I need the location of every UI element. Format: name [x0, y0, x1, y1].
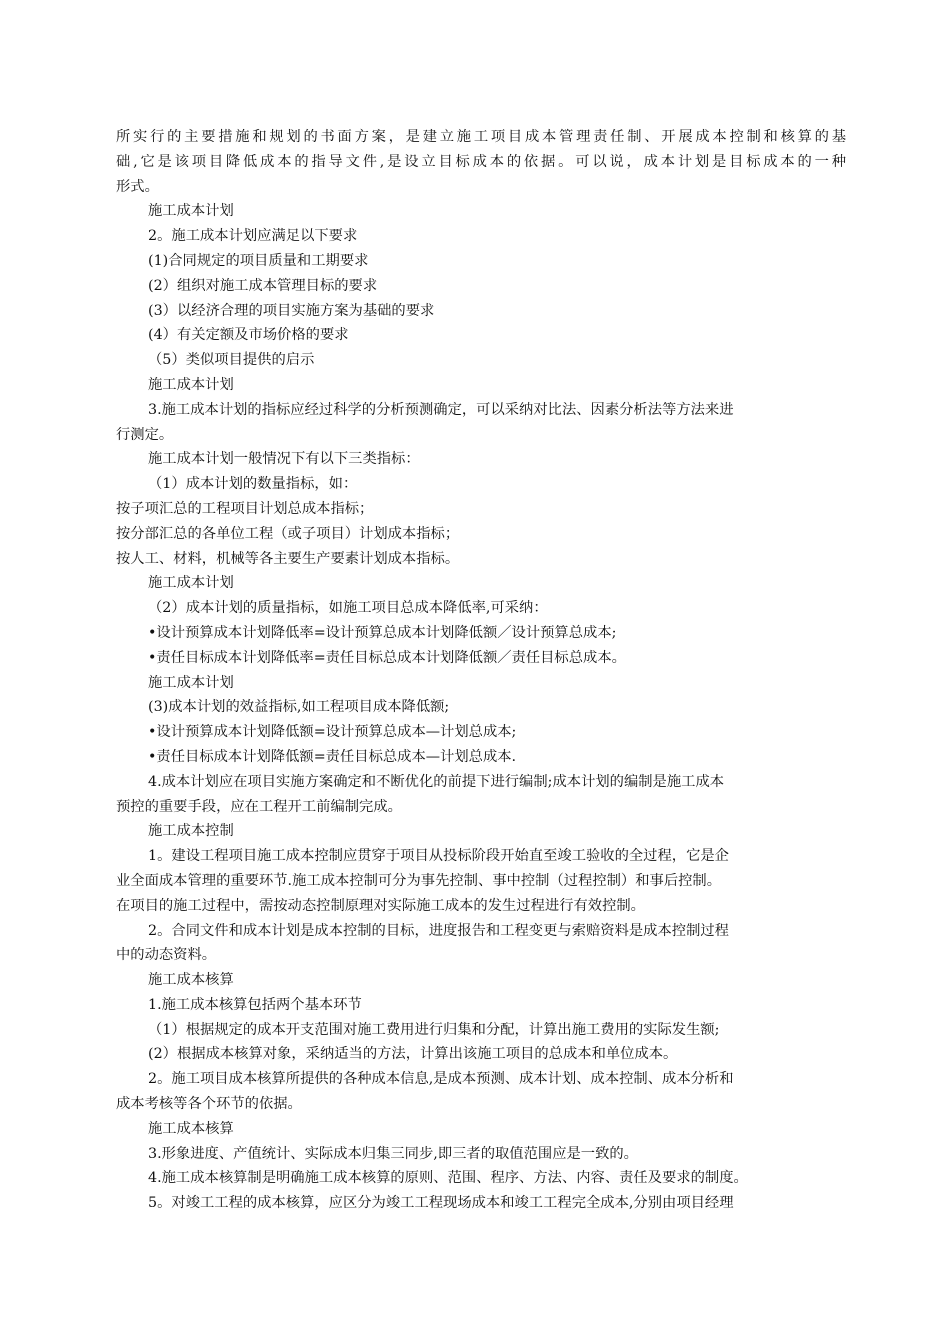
- section-heading: 施工成本计划: [148, 376, 234, 393]
- list-item: （2）成本计划的质量指标，如施工项目总成本降低率,可采纳：: [148, 600, 548, 617]
- list-item: (4）有关定额及市场价格的要求: [148, 327, 349, 344]
- paragraph-line: 2。施工项目成本核算所提供的各种成本信息,是成本预测、成本计划、成本控制、成本分析和: [148, 1071, 734, 1088]
- paragraph-line: 行测定。: [116, 426, 174, 443]
- list-item: (3)成本计划的效益指标,如工程项目成本降低额;: [148, 699, 450, 716]
- paragraph-line: 所实行的主要措施和规划的书面方案，是建立施工项目成本管理责任制、开展成本控制和核算的基: [116, 129, 846, 145]
- paragraph-line: 2。合同文件和成本计划是成本控制的目标，进度报告和工程变更与索赔资料是成本控制过程: [148, 922, 729, 939]
- paragraph-line: 按子项汇总的工程项目计划总成本指标；: [116, 500, 374, 517]
- bullet-item: •设计预算成本计划降低率=设计预算总成本计划降低额／设计预算总成本;: [148, 624, 617, 641]
- paragraph-line: 按人工、材料，机械等各主要生产要素计划成本指标。: [116, 550, 460, 567]
- section-heading: 施工成本控制: [148, 823, 234, 840]
- list-item: (2）组织对施工成本管理目标的要求: [148, 277, 378, 294]
- paragraph-line: 在项目的施工过程中，需按动态控制原理对实际施工成本的发生过程进行有效控制。: [116, 897, 645, 914]
- body-text: [116, 125, 846, 1216]
- section-heading: 施工成本核算: [148, 972, 234, 989]
- paragraph-line: 预控的重要手段，应在工程开工前编制完成。: [116, 798, 402, 815]
- paragraph-line: 3.施工成本计划的指标应经过科学的分析预测确定，可以采纳对比法、因素分析法等方法来进: [148, 401, 734, 418]
- section-heading: 施工成本计划: [148, 203, 234, 220]
- paragraph-line: 3.形象进度、产值统计、实际成本归集三同步,即三者的取值范围应是一致的。: [148, 1145, 638, 1162]
- bullet-item: •责任目标成本计划降低率=责任目标总成本计划降低额／责任目标总成本。: [148, 649, 626, 666]
- paragraph-line: 施工成本计划一般情况下有以下三类指标：: [148, 451, 420, 468]
- paragraph-line: 形式。: [116, 178, 159, 195]
- section-heading: 施工成本核算: [148, 1120, 234, 1137]
- list-item: (2）根据成本核算对象，采纳适当的方法，计算出该施工项目的总成本和单位成本。: [148, 1046, 678, 1063]
- paragraph-line: 础,它是该项目降低成本的指导文件,是设立目标成本的依据。可以说，成本计划是目标成本的一种: [116, 153, 846, 170]
- paragraph-line: 业全面成本管理的重要环节.施工成本控制可分为事先控制、事中控制（过程控制）和事后控制。: [116, 872, 722, 889]
- paragraph-line: 2。施工成本计划应满足以下要求: [148, 228, 358, 245]
- list-item: (3）以经济合理的项目实施方案为基础的要求: [148, 302, 435, 319]
- paragraph-line: 5。对竣工工程的成本核算，应区分为竣工工程现场成本和竣工工程完全成本,分别由项目经理: [148, 1195, 734, 1212]
- list-item: （5）类似项目提供的启示: [148, 352, 315, 369]
- paragraph-line: 4.施工成本核算制是明确施工成本核算的原则、范围、程序、方法、内容、责任及要求的制度。: [148, 1170, 748, 1187]
- bullet-item: •责任目标成本计划降低额=责任目标总成本—计划总成本.: [148, 748, 517, 765]
- paragraph-line: 4.成本计划应在项目实施方案确定和不断优化的前提下进行编制;成本计划的编制是施工成本: [148, 773, 725, 790]
- list-item: (1)合同规定的项目质量和工期要求: [148, 252, 369, 269]
- section-heading: 施工成本计划: [148, 674, 234, 691]
- paragraph-line: 1。建设工程项目施工成本控制应贯穿于项目从投标阶段开始直至竣工验收的全过程，它是企: [148, 848, 729, 865]
- paragraph-line: 中的动态资料。: [116, 947, 217, 964]
- list-item: （1）根据规定的成本开支范围对施工费用进行归集和分配，计算出施工费用的实际发生额;: [148, 1021, 720, 1038]
- list-item: （1）成本计划的数量指标，如：: [148, 476, 358, 493]
- section-heading: 施工成本计划: [148, 575, 234, 592]
- paragraph-line: 按分部汇总的各单位工程（或子项目）计划成本指标；: [116, 525, 460, 542]
- paragraph-line: 成本考核等各个环节的依据。: [116, 1096, 302, 1113]
- paragraph-line: 1.施工成本核算包括两个基本环节: [148, 996, 362, 1013]
- bullet-item: •设计预算成本计划降低额=设计预算总成本—计划总成本;: [148, 724, 517, 741]
